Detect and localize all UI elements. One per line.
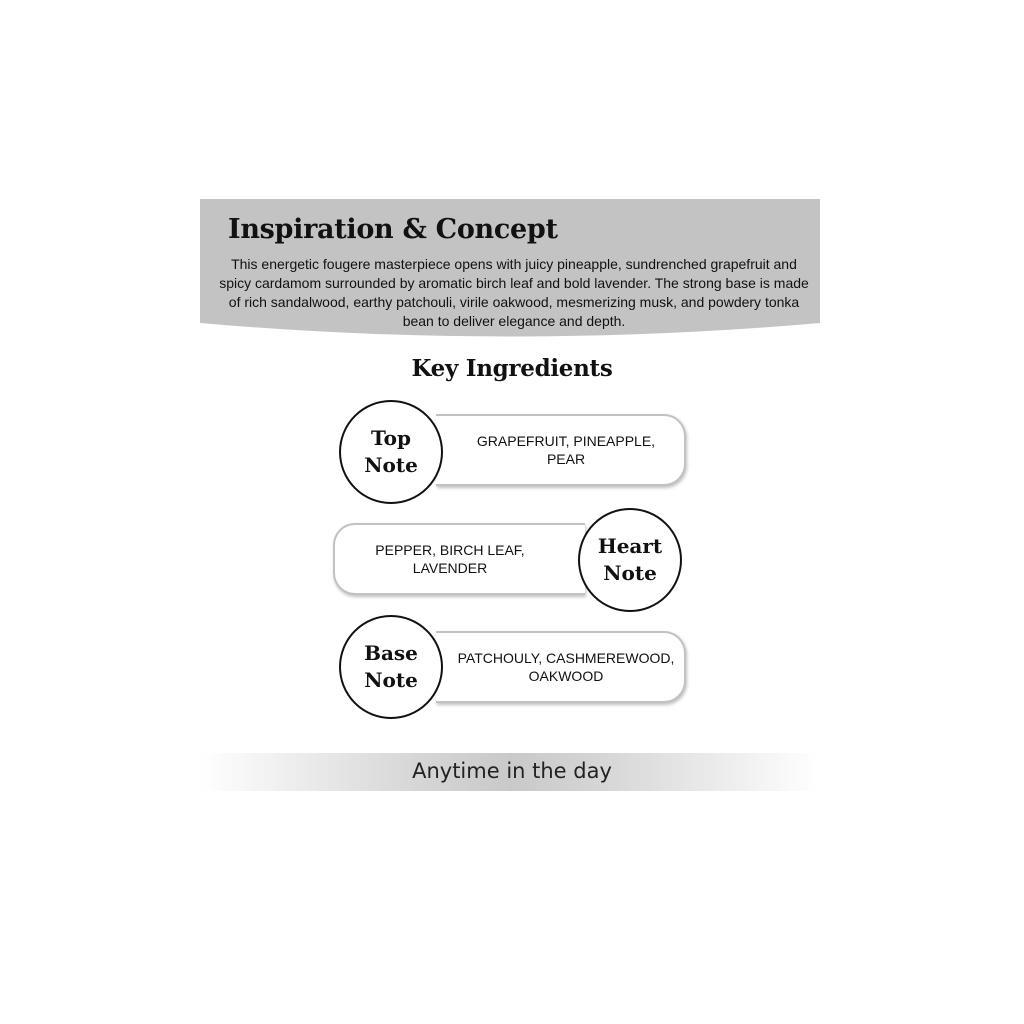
heart-note-label-line2: Note (603, 561, 657, 585)
top-note-label-line2: Note (364, 453, 418, 477)
top-note-label-line1: Top (371, 426, 411, 450)
base-note-label-line2: Note (364, 668, 418, 692)
heart-note-label-line1: Heart (597, 534, 663, 558)
concept-description: This energetic fougere masterpiece opens with juicy pineapple, sundrenched grapefruit and spicy cardamom surrounded by aromatic birch leaf and bold lavender. The strong base is made of rich sandalwood, earthy patchouli, virile oakwood, mesmerizing musk, and powdery tonka bean to deliver elegance and depth. (219, 256, 809, 329)
top-note-badge (339, 400, 443, 504)
base-note-ingredients: PATCHOULY, CASHMEREWOOD, OAKWOOD (457, 650, 675, 684)
concept-title: Inspiration & Concept (228, 214, 558, 245)
base-note-badge (339, 615, 443, 719)
heart-note-badge (578, 508, 682, 612)
heart-note-ingredients: PEPPER, BIRCH LEAF, LAVENDER (375, 542, 525, 576)
key-ingredients-title: Key Ingredients (411, 355, 613, 382)
top-note-ingredients: GRAPEFRUIT, PINEAPPLE, PEAR (476, 433, 656, 467)
anytime-label: Anytime in the day (412, 759, 612, 783)
base-note-label-line1: Base (364, 641, 418, 665)
